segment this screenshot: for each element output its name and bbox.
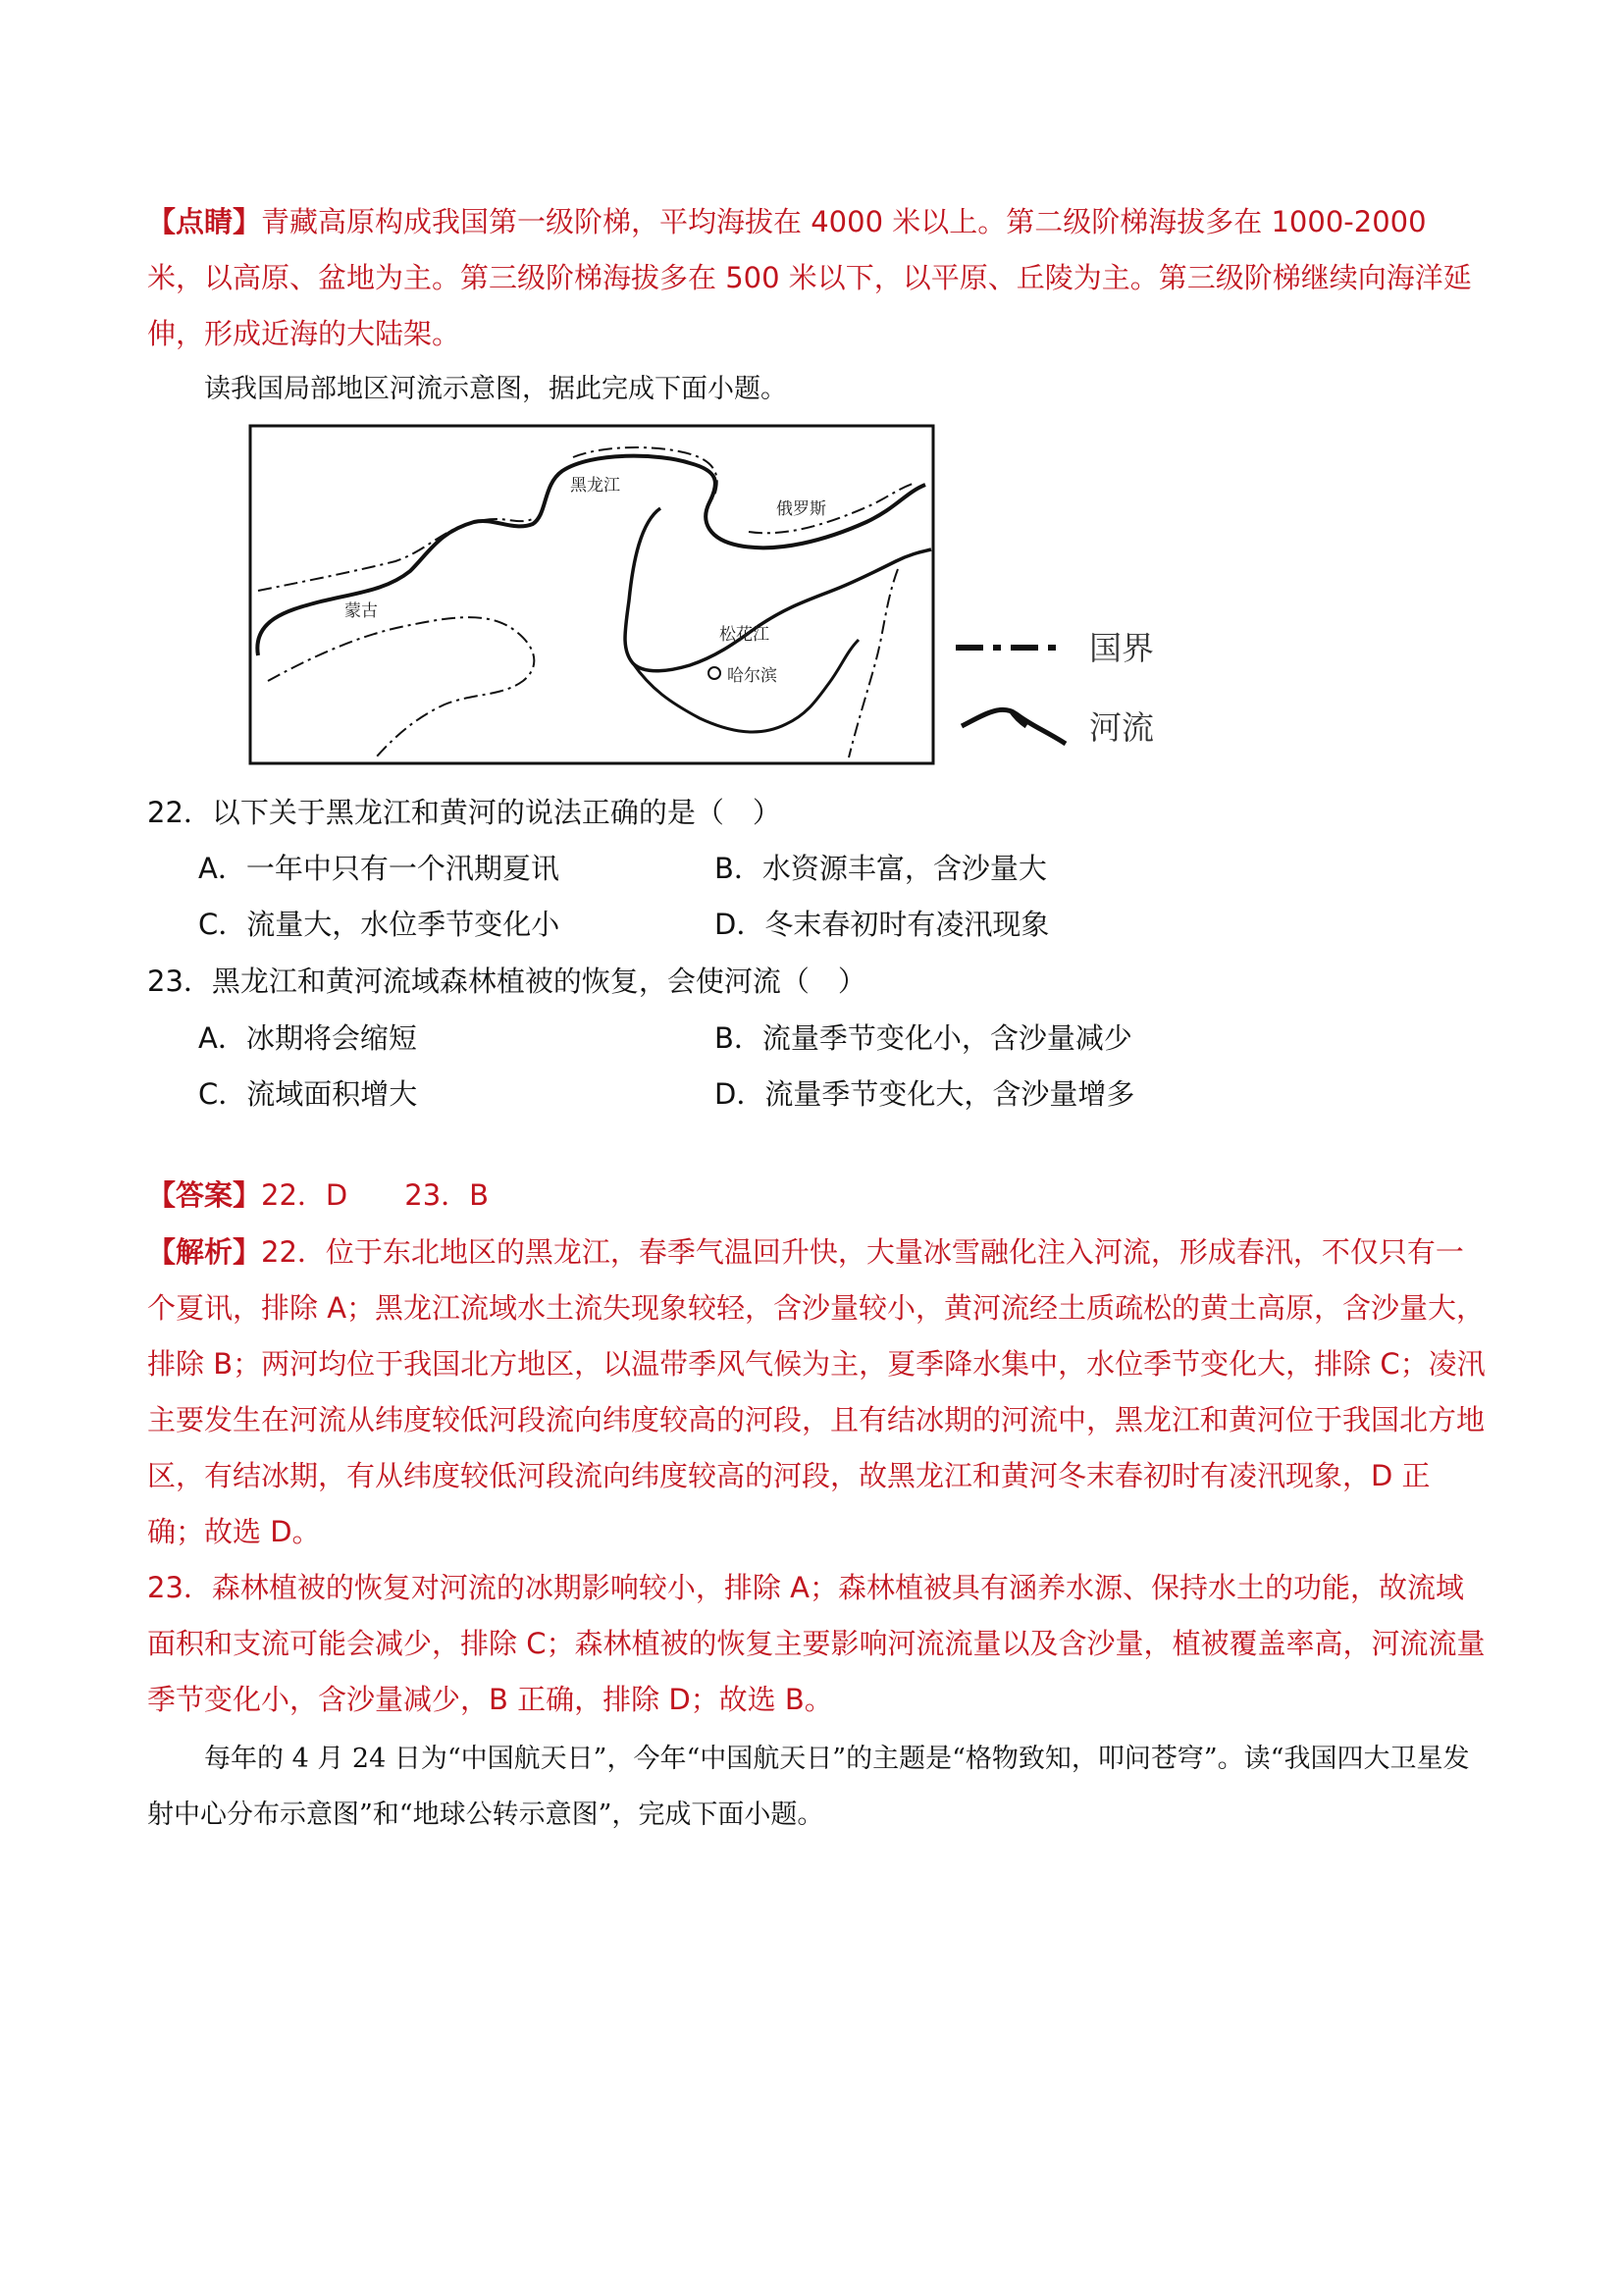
harbin-marker	[708, 667, 720, 679]
river-map	[248, 424, 935, 767]
dianjing-text: 青藏高原构成我国第一级阶梯，平均海拔在 4000 米以上。第二级阶梯海拔多在 1000-2000 米，以高原、盆地为主。第三级阶梯海拔多在 500 米以下，以平原、丘陵为主。第三级阶梯继续向海洋延伸，形成近海的大陆架。	[147, 205, 1472, 350]
label-harbin: 哈尔滨	[727, 666, 777, 686]
map-intro: 读我国局部地区河流示意图，据此完成下面小题。	[204, 374, 787, 404]
space-day-intro-text: 每年的 4 月 24 日为“中国航天日”，今年“中国航天日”的主题是“格物致知，叩问苍穹”。读“我国四大卫星发射中心分布示意图”和“地球公转示意图”，完成下面小题。	[147, 1744, 1470, 1830]
analysis-23: 23．森林植被的恢复对河流的冰期影响较小，排除 A；森林植被具有涵养水源、保持水土的功能，故流域面积和支流可能会减少，排除 C；森林植被的恢复主要影响河流流量以及含沙量，植被覆盖率高，河流流量季节变化小，含沙量减少，B 正确，排除 D；故选 B。	[147, 1571, 1486, 1716]
label-songhuajiang: 松花江	[719, 625, 769, 645]
label-heilongjiang: 黑龙江	[570, 476, 620, 496]
q23-stem: 23．黑龙江和黄河流域森林植被的恢复，会使河流（ ）	[147, 965, 866, 998]
q23-option-d: D．流量季节变化大，含沙量增多	[714, 1077, 1135, 1111]
analysis-22-text: 22．位于东北地区的黑龙江，春季气温回升快，大量冰雪融化注入河流，形成春汛，不仅只有一个夏讯，排除 A；黑龙江流域水土流失现象较轻，含沙量较小，黄河流经土质疏松的黄土高原，含沙量大，排除 B；两河均位于我国北方地区，以温带季风气候为主，夏季降水集中，水位季节变化大，排除 C；凌汛主要发生在河流从纬度较低河段流向纬度较高的河段，且有结冰期的河流中，黑龙江和黄河位于我国北方地区，有结冰期，有从纬度较低河段流向纬度较高的河段，故黑龙江和黄河冬末春初时有凌汛现象，D 正确；故选 D。	[147, 1235, 1486, 1548]
map-legend	[942, 608, 1197, 775]
analysis-tag: 【解析】	[147, 1235, 262, 1269]
q22-option-b: B．水资源丰富，含沙量大	[714, 852, 1047, 885]
q22-option-d: D．冬末春初时有凌汛现象	[714, 908, 1050, 941]
analysis-22	[147, 1225, 1487, 1560]
dianjing-paragraph	[147, 194, 1487, 362]
q22-stem: 22．以下关于黑龙江和黄河的说法正确的是（ ）	[147, 796, 781, 829]
map-legend-svg	[942, 608, 1197, 775]
space-day-intro	[147, 1731, 1487, 1843]
answer-text: 22．D 23．B	[261, 1178, 490, 1212]
legend-river-label: 河流	[1089, 708, 1154, 747]
river-map-svg	[248, 424, 935, 767]
answer-line	[147, 1168, 1487, 1224]
label-mongolia: 蒙古	[344, 601, 378, 621]
answer-tag: 【答案】	[147, 1178, 262, 1212]
legend-border-label: 国界	[1089, 629, 1154, 667]
dianjing-tag: 【点睛】	[147, 205, 262, 238]
label-russia: 俄罗斯	[776, 499, 826, 519]
q22-option-a: A．一年中只有一个汛期夏讯	[198, 852, 559, 885]
q23-option-c: C．流域面积增大	[198, 1077, 418, 1111]
q22-option-c: C．流量大，水位季节变化小	[198, 908, 560, 941]
q23-option-b: B．流量季节变化小，含沙量减少	[714, 1021, 1132, 1055]
q23-option-a: A．冰期将会缩短	[198, 1021, 417, 1055]
